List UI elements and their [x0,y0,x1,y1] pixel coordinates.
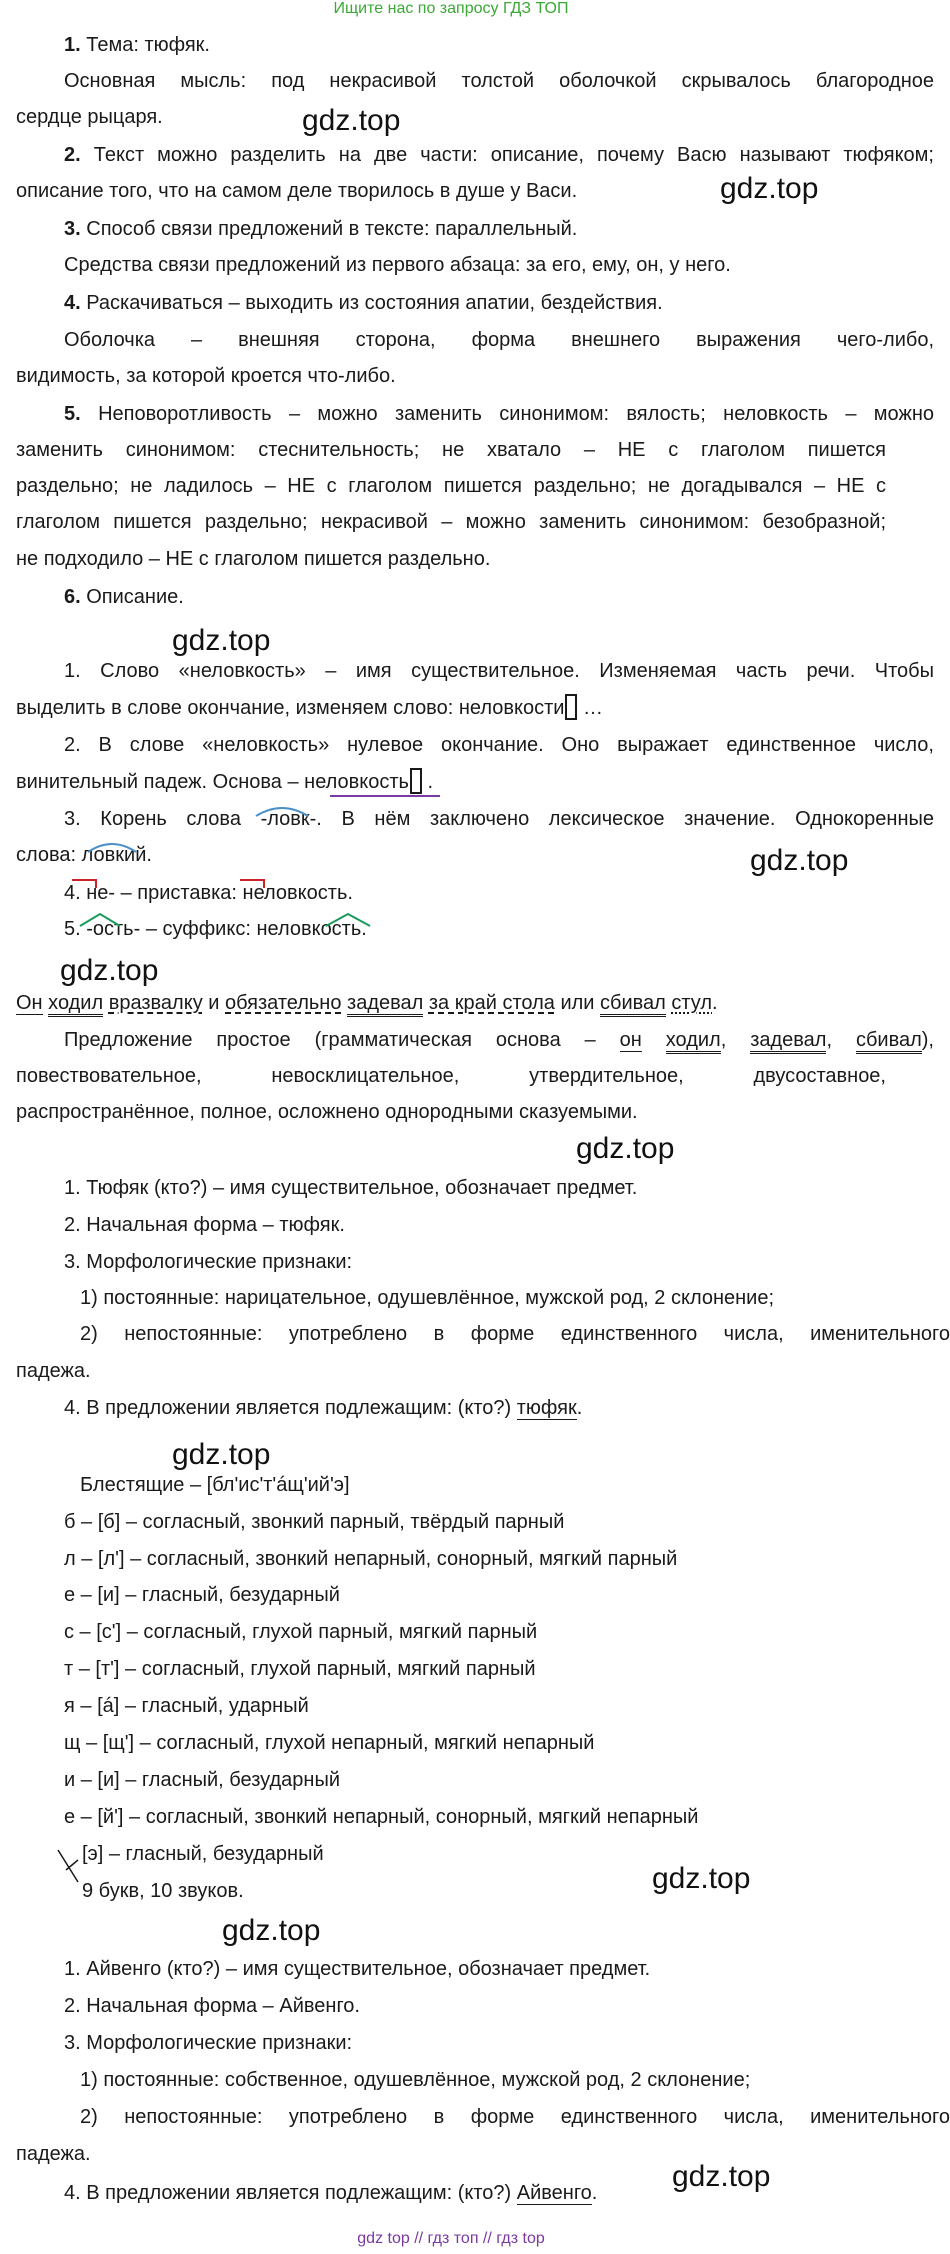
phonetic-title: Блестящие – [бл'ис'т'áщ'ий'э] [80,1474,350,1496]
parsed-sentence: Он ходил вразвалку и обязательно задевал за край стола или сбивал стул. [16,990,886,1016]
watermark: gdz.top [302,104,401,137]
main-idea-line: сердце рыцаря. [16,106,163,128]
bottom-banner: gdz top // гдз топ // гдз top [357,2230,545,2247]
task-5: 5. Неповоротливость – можно заменить синонимом: вялость; неловкость – можно [64,403,935,425]
task-6: 6. Описание. [64,586,184,608]
watermark: gdz.top [720,172,819,205]
phonetic-row: с – [с'] – согласный, глухой парный, мягкий парный [64,1621,538,1643]
watermark: gdz.top [576,1132,675,1165]
morph-point: падежа. [16,2143,91,2165]
phonetic-row: [э] – гласный, безударный [82,1843,324,1865]
stem-word: неловкость [304,771,409,793]
syntax-analysis: распространённое, полное, осложнено однородными сказуемыми. [16,1101,638,1123]
suffix-mark-icon [80,914,120,926]
task-5-line: глаголом пишется раздельно; некрасивой – можно заменить синонимом: безобразной; [16,511,886,533]
morph-point: 4. В предложении является подлежащим: (кто?) Айвенго. [64,2182,598,2204]
morpheme-step-1: 1. Слово «неловкость» – имя существительное. Изменяемая часть речи. Чтобы [64,660,934,682]
task-3: 3. Способ связи предложений в тексте: параллельный. [64,218,578,240]
morph-point: 1. Айвенго (кто?) – имя существительное, обозначает предмет. [64,1958,651,1980]
phonetic-row: и – [и] – гласный, безударный [64,1769,340,1791]
main-idea-line: Основная мысль: под некрасивой толстой оболочкой скрывалось благородное [64,70,934,92]
morph-point: 3. Морфологические признаки: [64,2032,353,2054]
morph-point: 1) постоянные: нарицательное, одушевлённое, мужской род, 2 склонение; [80,1287,775,1309]
phonetic-row: е – [и] – гласный, безударный [64,1584,340,1606]
task-2: 2. Текст можно разделить на две части: описание, почему Васю называют тюфяком; [64,144,934,166]
morpheme-step-2: 2. В слове «неловкость» нулевое окончание. Оно выражает единственное число, [64,734,934,756]
task-5-line: заменить синонимом: стеснительность; не хватало – НЕ с глаголом пишется [16,439,886,461]
morph-point: 4. В предложении является подлежащим: (кто?) тюфяк. [64,1397,583,1419]
task-4-definition: видимость, за которой кроется что-либо. [16,365,396,387]
watermark: gdz.top [750,844,849,877]
phonetic-row: т – [т'] – согласный, глухой парный, мягкий парный [64,1658,536,1680]
morph-point: 2) непостоянные: употреблено в форме единственного числа, именительного [80,2106,950,2128]
watermark: gdz.top [222,1914,321,1947]
phonetic-row: щ – [щ'] – согласный, глухой непарный, мягкий непарный [64,1732,595,1754]
morph-point: 1. Тюфяк (кто?) – имя существительное, обозначает предмет. [64,1177,638,1199]
task-1: 1. Тема: тюфяк. [64,34,210,56]
phonetic-row: е – [й'] – согласный, звонкий непарный, сонорный, мягкий непарный [64,1806,699,1828]
morph-point: падежа. [16,1360,91,1382]
task-3-means: Средства связи предложений из первого абзаца: за его, ему, он, у него. [64,254,731,276]
task-4-definition: Оболочка – внешняя сторона, форма внешнего выражения чего-либо, [64,329,934,351]
root-arc-icon [88,844,136,852]
morph-point: 3. Морфологические признаки: [64,1251,353,1273]
syntax-analysis: Предложение простое (грамматическая основа – он ходил, задевал, сбивал), [16,1027,934,1053]
root-arc-icon [256,808,308,816]
phonetic-row: б – [б] – согласный, звонкий парный, твёрдый парный [64,1511,565,1533]
morph-point: 1) постоянные: собственное, одушевлённое, мужской род, 2 склонение; [80,2069,751,2091]
morpheme-step-3: 3. Корень слова -ловк-. В нём заключено лексическое значение. Однокоренные [64,808,934,830]
top-banner: Ищите нас по запросу ГДЗ ТОП [333,0,569,17]
watermark: gdz.top [652,1862,751,1895]
prefix-mark-icon [72,880,96,888]
morpheme-step-1: выделить в слове окончание, изменяем слово: неловкости … [16,694,886,721]
syntax-analysis: повествовательное, невосклицательное, утвердительное, двусоставное, [16,1065,886,1087]
morpheme-step-4: 4. не- – приставка: неловкость. [64,882,353,904]
suffix-mark-icon [326,914,370,926]
phonetic-count: 9 букв, 10 звуков. [82,1880,244,1902]
watermark: gdz.top [672,2160,771,2193]
task-5-line: раздельно; не ладилось – НЕ с глаголом пишется раздельно; не догадывался – НЕ с [16,475,886,497]
task-2-line: описание того, что на самом деле творилось в душе у Васи. [16,180,578,202]
watermark: gdz.top [60,954,159,987]
morpheme-step-5: 5. -ость- – суффикс: неловкость. [64,918,367,940]
prefix-mark-icon [240,880,264,888]
task-4: 4. Раскачиваться – выходить из состояния апатии, бездействия. [64,292,663,314]
morph-point: 2) непостоянные: употреблено в форме единственного числа, именительного [80,1323,950,1345]
morph-point: 2. Начальная форма – Айвенго. [64,1995,360,2017]
task-5-line: не подходило – НЕ с глаголом пишется раздельно. [16,548,491,570]
morph-point: 2. Начальная форма – тюфяк. [64,1214,345,1236]
phonetic-row: л – [л'] – согласный, звонкий непарный, сонорный, мягкий парный [64,1548,678,1570]
phonetic-row: я – [á] – гласный, ударный [64,1695,309,1717]
morpheme-step-3: слова: ловкий. [16,844,152,866]
watermark: gdz.top [172,1438,271,1471]
morpheme-step-2: винительный падеж. Основа – неловкость . [16,768,886,795]
watermark: gdz.top [172,624,271,657]
